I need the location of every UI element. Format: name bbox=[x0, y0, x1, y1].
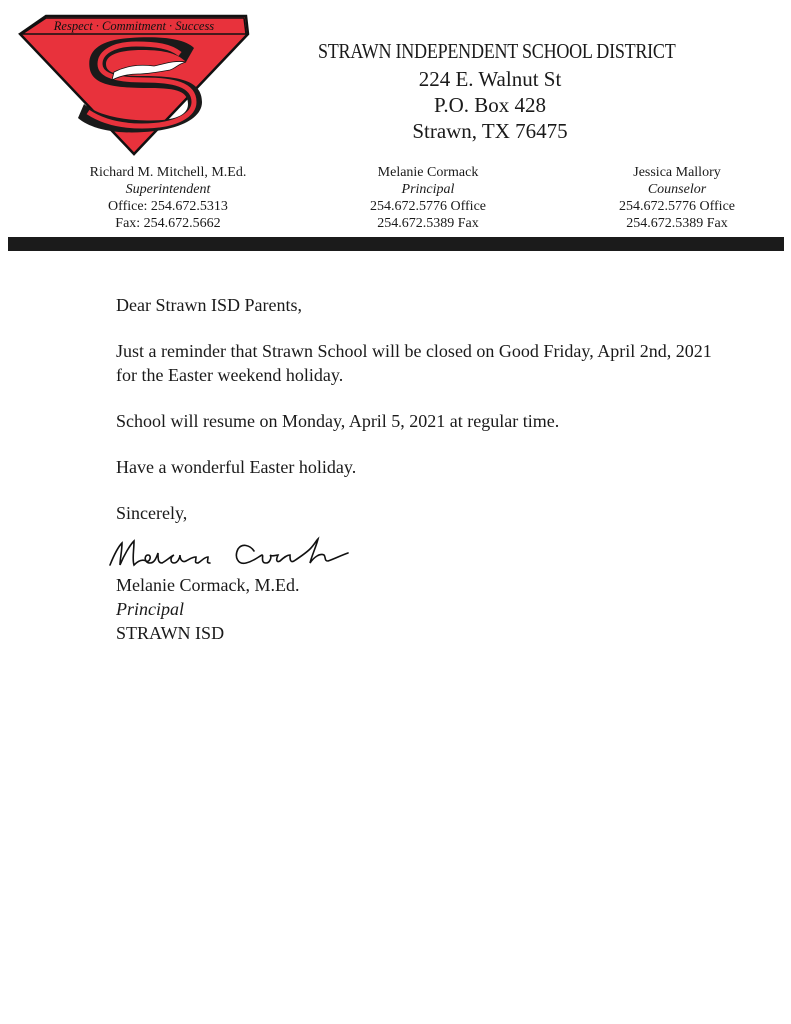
staff-fax: 254.672.5389 Fax bbox=[626, 216, 728, 231]
staff-title: Superintendent bbox=[125, 182, 211, 197]
staff-principal bbox=[328, 164, 528, 232]
paragraph-closure: Just a reminder that Strawn School will be closed on Good Friday, April 2nd, 2021 for the Easter weekend holiday. bbox=[116, 341, 712, 385]
paragraph-wishes: Have a wonderful Easter holiday. bbox=[116, 457, 357, 477]
staff-office: 254.672.5776 Office bbox=[619, 199, 735, 214]
signer-name: Melanie Cormack, M.Ed. bbox=[116, 575, 300, 595]
district-name: STRAWN INDEPENDENT SCHOOL DISTRICT bbox=[318, 39, 676, 63]
address-city: Strawn, TX 76475 bbox=[412, 119, 568, 143]
signer-title: Principal bbox=[116, 599, 184, 619]
superman-shield-logo bbox=[18, 14, 250, 156]
closing: Sincerely, bbox=[116, 503, 188, 523]
staff-fax: Fax: 254.672.5662 bbox=[115, 216, 221, 231]
staff-name: Jessica Mallory bbox=[633, 165, 721, 180]
staff-name: Melanie Cormack bbox=[377, 165, 479, 180]
letter-body bbox=[116, 293, 736, 645]
logo-motto: Respect · Commitment · Success bbox=[53, 19, 215, 33]
address-po-box: P.O. Box 428 bbox=[433, 93, 547, 117]
staff-counselor bbox=[577, 164, 777, 232]
staff-fax: 254.672.5389 Fax bbox=[377, 216, 479, 231]
address-street: 224 E. Walnut St bbox=[418, 67, 562, 91]
staff-title: Principal bbox=[401, 182, 455, 197]
staff-superintendent bbox=[68, 164, 268, 232]
salutation: Dear Strawn ISD Parents, bbox=[116, 295, 302, 315]
handwritten-signature bbox=[104, 529, 374, 573]
signer-organization: STRAWN ISD bbox=[116, 623, 225, 643]
district-logo bbox=[18, 14, 250, 156]
staff-office: 254.672.5776 Office bbox=[370, 199, 486, 214]
district-header bbox=[290, 36, 690, 144]
paragraph-resume: School will resume on Monday, April 5, 2021 at regular time. bbox=[116, 411, 560, 431]
staff-name: Richard M. Mitchell, M.Ed. bbox=[89, 165, 247, 180]
header-divider bbox=[8, 237, 784, 251]
staff-title: Counselor bbox=[647, 182, 707, 197]
staff-office: Office: 254.672.5313 bbox=[108, 199, 228, 214]
